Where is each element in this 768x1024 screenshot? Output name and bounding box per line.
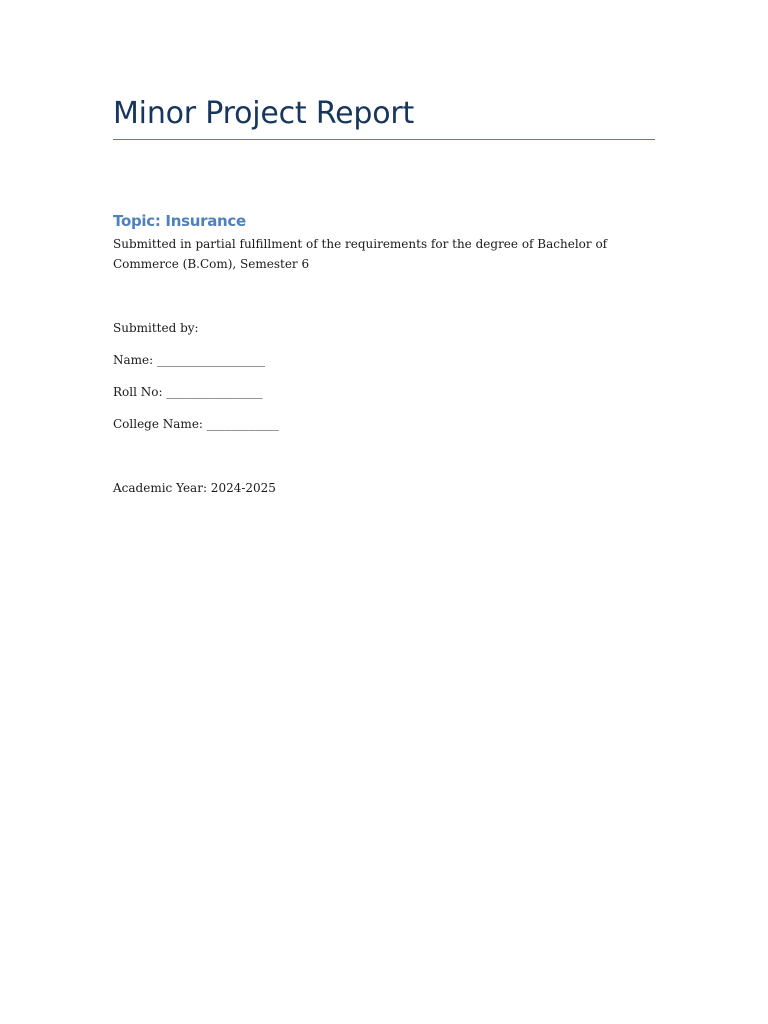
academic-year-line: Academic Year: 2024-2025 [113, 481, 276, 495]
name-field-line: Name: __________________ [113, 353, 265, 367]
submission-statement: Submitted in partial fulfillment of the requirements for the degree of Bachelor of Commerce (B.Com), Semester 6 [113, 237, 608, 271]
submitted-by-label: Submitted by: [113, 321, 199, 335]
title-underline-divider [113, 139, 655, 140]
page-title: Minor Project Report [113, 96, 415, 131]
roll-number-field-line: Roll No: ________________ [113, 385, 263, 399]
college-name-field-line: College Name: ____________ [113, 417, 279, 431]
topic-heading: Topic: Insurance [113, 212, 246, 230]
